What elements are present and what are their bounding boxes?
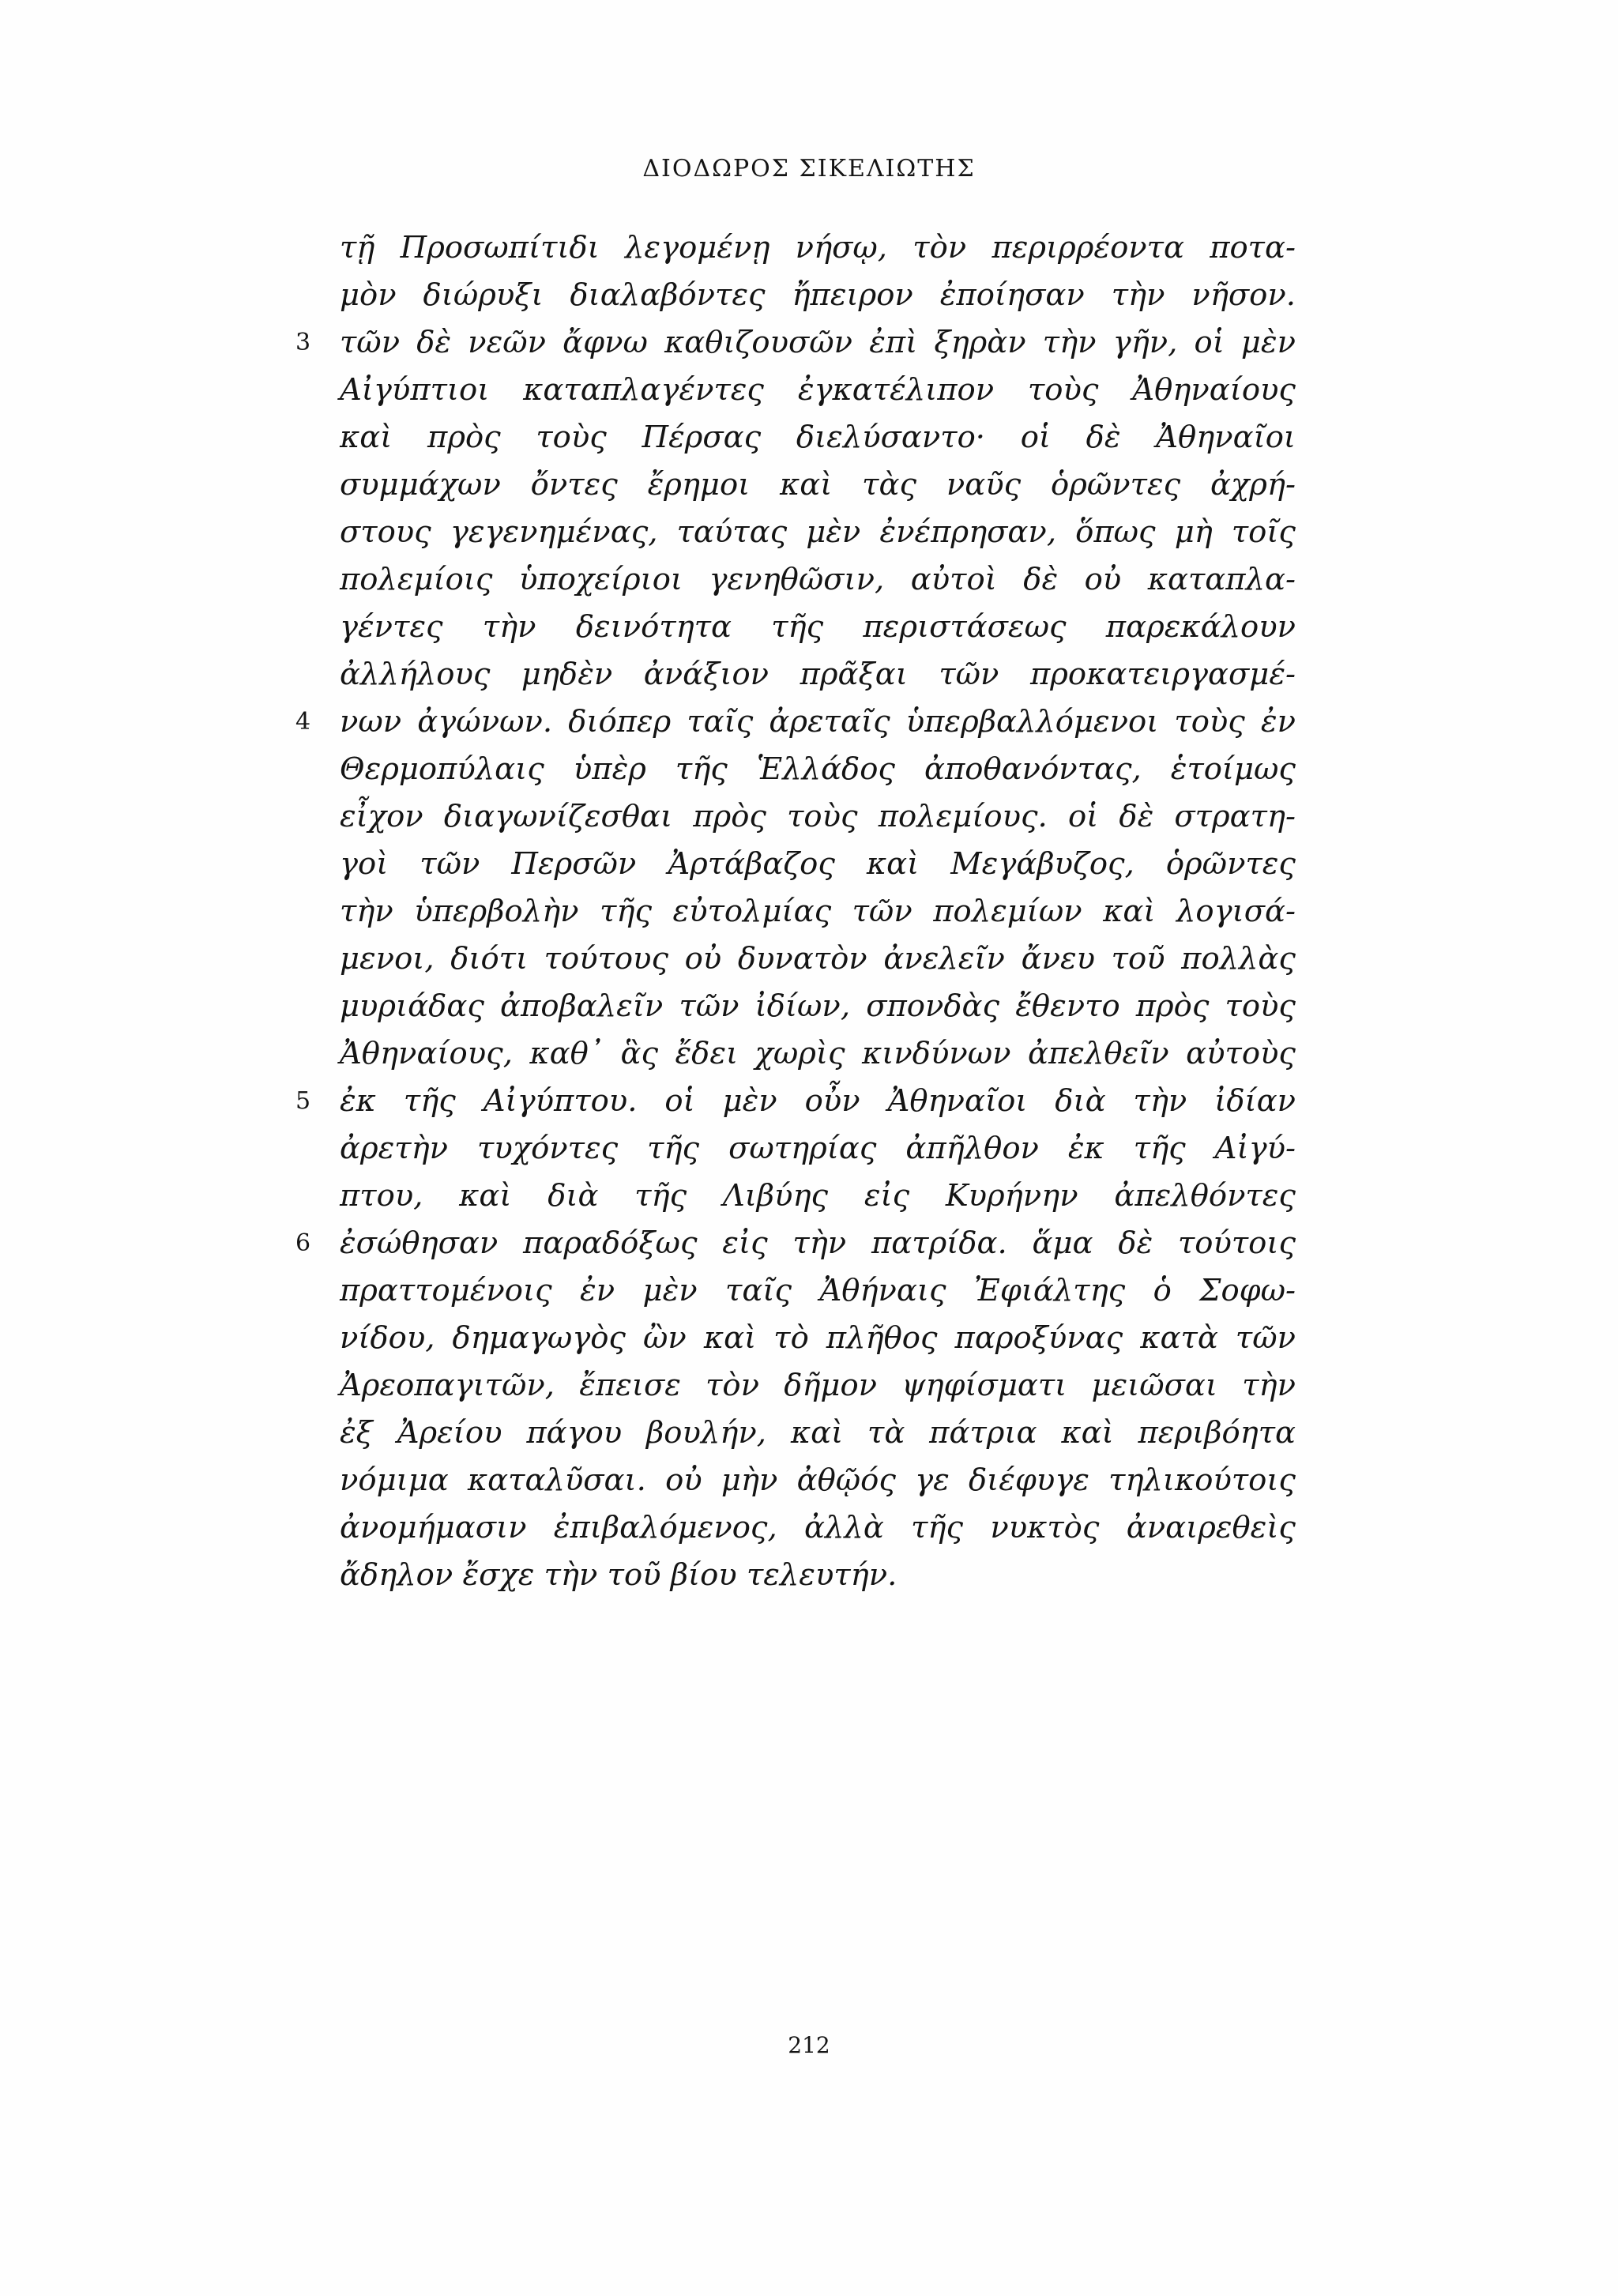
section-number: 3: [295, 329, 311, 356]
text-line: [295, 698, 1296, 746]
line-text: νων ἀγώνων. διόπερ ταῖς ἀρεταῖς ὑπερβαλλόμενοι τοὺς ἐν: [340, 704, 1296, 740]
text-line: [295, 1220, 1296, 1267]
line-text: εἶχον διαγωνίζεσθαι πρὸς τοὺς πολεμίους. οἱ δὲ στρατη-: [340, 799, 1296, 834]
text-line: [340, 1552, 1296, 1599]
line-text: τῶν δὲ νεῶν ἄφνω καθιζουσῶν ἐπὶ ξηρὰν τὴν γῆν, οἱ μὲν: [340, 325, 1296, 360]
text-line: [340, 272, 1296, 319]
text-line: [340, 461, 1296, 509]
text-line: [340, 604, 1296, 651]
line-text: ἀρετὴν τυχόντες τῆς σωτηρίας ἀπῆλθον ἐκ τῆς Αἰγύ-: [340, 1131, 1296, 1166]
running-head: ΔΙΟΔΩΡΟΣ ΣΙΚΕΛΙΩΤΗΣ: [642, 155, 976, 183]
line-text: τῇ Προσωπίτιδι λεγομένῃ νήσῳ, τὸν περιρρέοντα ποτα-: [340, 230, 1296, 265]
text-line: [340, 1030, 1296, 1078]
section-number: 4: [295, 708, 311, 736]
line-text: ἐκ τῆς Αἰγύπτου. οἱ μὲν οὖν Ἀθηναῖοι διὰ τὴν ἰδίαν: [340, 1083, 1296, 1119]
section-number: 6: [295, 1229, 311, 1257]
text-line: [340, 1457, 1296, 1504]
text-line: [340, 651, 1296, 698]
text-line: [340, 793, 1296, 841]
line-text: νόμιμα καταλῦσαι. οὐ μὴν ἀθῷός γε διέφυγε τηλικούτοις: [340, 1462, 1296, 1498]
line-text: πτου, καὶ διὰ τῆς Λιβύης εἰς Κυρήνην ἀπελθόντες: [340, 1178, 1296, 1214]
text-line: [295, 1078, 1296, 1125]
text-line: [340, 414, 1296, 461]
line-text: γοὶ τῶν Περσῶν Ἀρτάβαζος καὶ Μεγάβυζος, ὁρῶντες: [340, 846, 1296, 882]
line-text: πραττομένοις ἐν μὲν ταῖς Ἀθήναις Ἐφιάλτης ὁ Σοφω-: [340, 1273, 1296, 1308]
page-number: 212: [788, 2032, 830, 2058]
line-text: ἄδηλον ἔσχε τὴν τοῦ βίου τελευτήν.: [340, 1557, 897, 1593]
line-text: μὸν διώρυξι διαλαβόντες ἤπειρον ἐποίησαν τὴν νῆσον.: [340, 277, 1296, 313]
line-text: ἐξ Ἀρείου πάγου βουλήν, καὶ τὰ πάτρια καὶ περιβόητα: [340, 1415, 1296, 1451]
text-line: [340, 1504, 1296, 1552]
text-line: [340, 983, 1296, 1030]
line-text: καὶ πρὸς τοὺς Πέρσας διελύσαντο· οἱ δὲ Ἀθηναῖοι: [340, 420, 1296, 455]
line-text: μενοι, διότι τούτους οὐ δυνατὸν ἀνελεῖν ἄνευ τοῦ πολλὰς: [340, 941, 1296, 977]
text-line: [340, 1315, 1296, 1362]
line-text: ἐσώθησαν παραδόξως εἰς τὴν πατρίδα. ἅμα δὲ τούτοις: [340, 1225, 1296, 1261]
line-text: πολεμίοις ὑποχείριοι γενηθῶσιν, αὐτοὶ δὲ οὐ καταπλα-: [340, 562, 1296, 597]
text-line: [340, 1267, 1296, 1315]
line-text: τὴν ὑπερβολὴν τῆς εὐτολμίας τῶν πολεμίων καὶ λογισά-: [340, 894, 1296, 929]
line-text: στους γεγενημένας, ταύτας μὲν ἐνέπρησαν, ὅπως μὴ τοῖς: [340, 514, 1296, 550]
line-text: ἀλλήλους μηδὲν ἀνάξιον πρᾶξαι τῶν προκατειργασμέ-: [340, 657, 1296, 692]
text-line: [340, 509, 1296, 556]
line-text: συμμάχων ὄντες ἔρημοι καὶ τὰς ναῦς ὁρῶντες ἀχρή-: [340, 467, 1296, 502]
text-line: [340, 1172, 1296, 1220]
text-line: [340, 556, 1296, 604]
line-text: νίδου, δημαγωγὸς ὢν καὶ τὸ πλῆθος παροξύνας κατὰ τῶν: [340, 1320, 1296, 1356]
text-line: [340, 746, 1296, 793]
text-line: [340, 367, 1296, 414]
line-text: Αἰγύπτιοι καταπλαγέντες ἐγκατέλιπον τοὺς Ἀθηναίους: [340, 372, 1296, 408]
line-text: γέντες τὴν δεινότητα τῆς περιστάσεως παρεκάλουν: [340, 609, 1296, 645]
text-line: [340, 224, 1296, 272]
line-text: Ἀρεοπαγιτῶν, ἔπεισε τὸν δῆμον ψηφίσματι μειῶσαι τὴν: [340, 1368, 1296, 1403]
line-text: Θερμοπύλαις ὑπὲρ τῆς Ἑλλάδος ἀποθανόντας, ἑτοίμως: [340, 751, 1296, 787]
text-line: [295, 319, 1296, 367]
body-text: [295, 224, 1296, 1599]
line-text: μυριάδας ἀποβαλεῖν τῶν ἰδίων, σπονδὰς ἔθεντο πρὸς τοὺς: [340, 988, 1296, 1024]
text-line: [340, 888, 1296, 935]
section-number: 5: [295, 1087, 311, 1115]
text-line: [340, 1125, 1296, 1172]
text-line: [340, 841, 1296, 888]
text-line: [340, 1410, 1296, 1457]
text-line: [340, 1362, 1296, 1410]
line-text: ἀνομήμασιν ἐπιβαλόμενος, ἀλλὰ τῆς νυκτὸς ἀναιρεθεὶς: [340, 1510, 1296, 1545]
text-line: [340, 935, 1296, 983]
line-text: Ἀθηναίους, καθ᾽ ἃς ἔδει χωρὶς κινδύνων ἀπελθεῖν αὐτοὺς: [340, 1036, 1296, 1071]
